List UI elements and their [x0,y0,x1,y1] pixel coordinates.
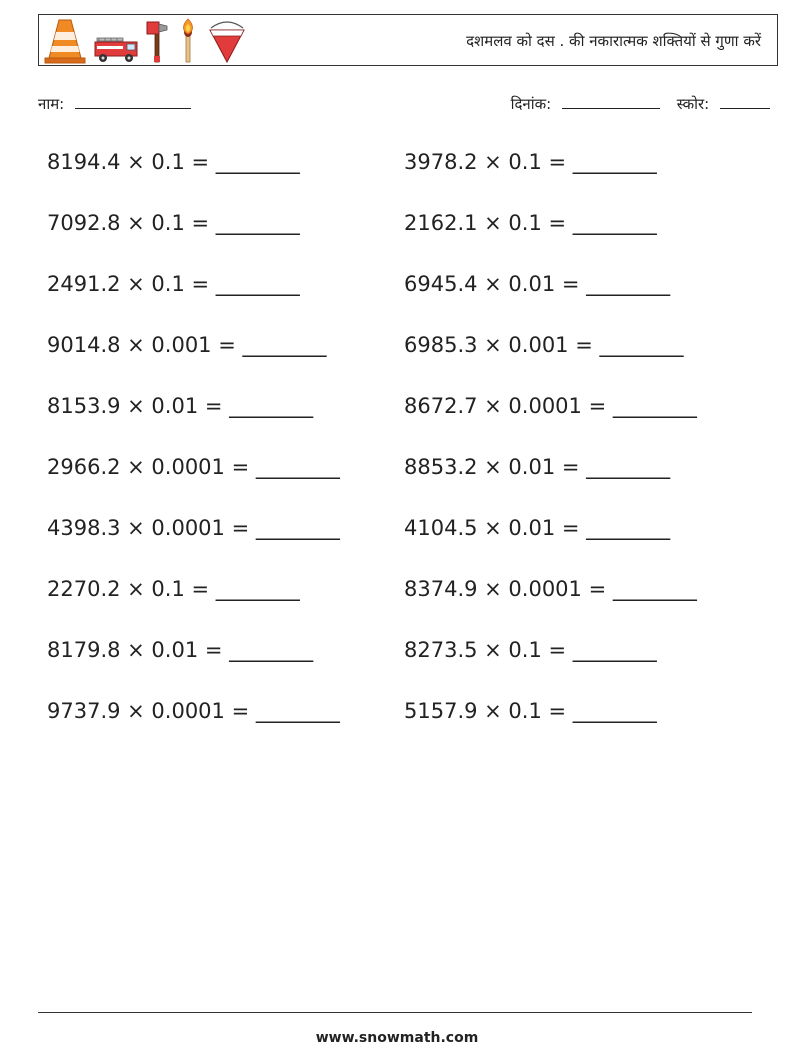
problem-item: 8179.8 × 0.01 = ________ [47,638,314,662]
worksheet-title: दशमलव को दस . की नकारात्मक शक्तियों से गुणा करें [466,32,761,50]
problem-item: 5157.9 × 0.1 = ________ [404,699,657,723]
problem-item: 4398.3 × 0.0001 = ________ [47,516,340,540]
name-label: नाम: [38,95,65,113]
problem-item: 8853.2 × 0.01 = ________ [404,455,671,479]
problem-item: 2966.2 × 0.0001 = ________ [47,455,340,479]
date-label: दिनांक: [510,95,552,113]
problem-item: 8194.4 × 0.1 = ________ [47,150,300,174]
problem-item: 8374.9 × 0.0001 = ________ [404,577,697,601]
problem-item: 2162.1 × 0.1 = ________ [404,211,657,235]
problem-item: 9737.9 × 0.0001 = ________ [47,699,340,723]
problem-item: 2491.2 × 0.1 = ________ [47,272,300,296]
problem-item: 7092.8 × 0.1 = ________ [47,211,300,235]
problem-item: 8672.7 × 0.0001 = ________ [404,394,697,418]
problem-item: 8273.5 × 0.1 = ________ [404,638,657,662]
problem-item: 9014.8 × 0.001 = ________ [47,333,327,357]
footer-website[interactable]: www.snowmath.com [315,1030,479,1046]
problem-item: 6945.4 × 0.01 = ________ [404,272,671,296]
footer-divider [38,1012,752,1013]
problem-item: 2270.2 × 0.1 = ________ [47,577,300,601]
problem-item: 8153.9 × 0.01 = ________ [47,394,314,418]
problem-item: 3978.2 × 0.1 = ________ [404,150,657,174]
score-label: स्कोर: [676,95,710,113]
problem-item: 6985.3 × 0.001 = ________ [404,333,684,357]
problem-item: 4104.5 × 0.01 = ________ [404,516,671,540]
